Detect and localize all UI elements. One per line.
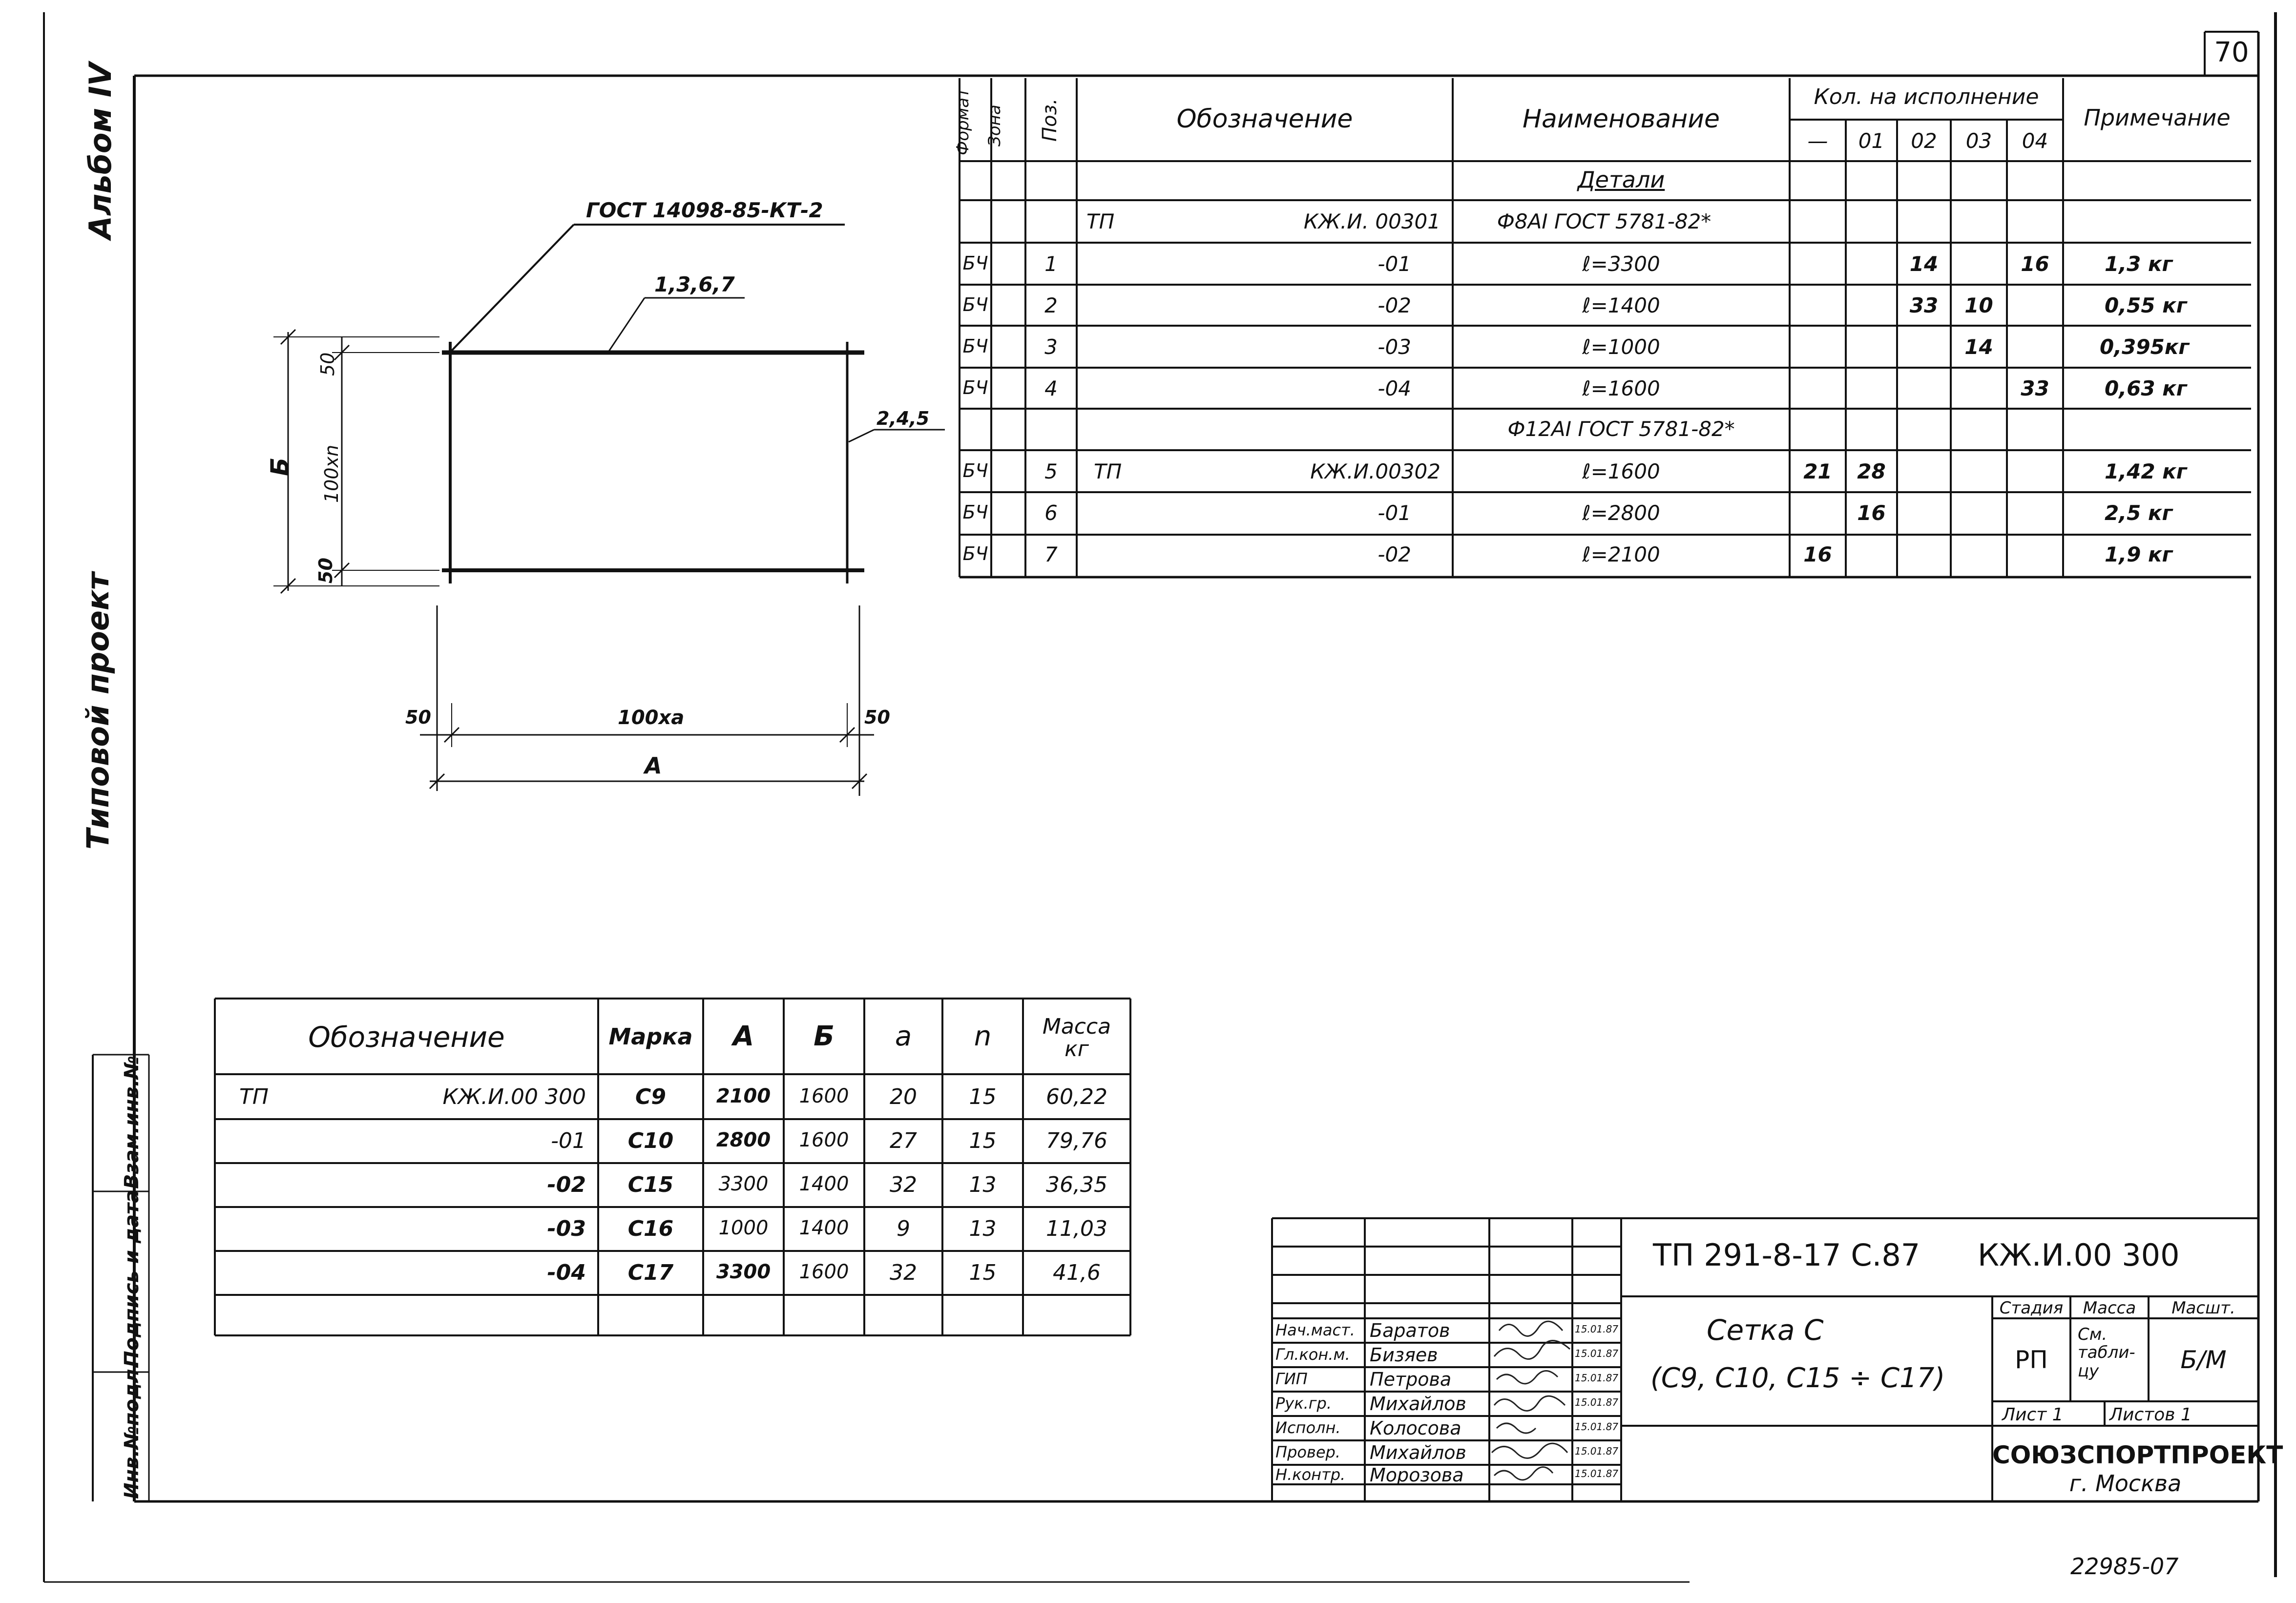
person-name: Михайлов (1370, 1393, 1466, 1415)
marks-header-a-small: a (895, 1020, 912, 1052)
spec-pos: 5 (1044, 459, 1058, 483)
role: Н.контр. (1275, 1465, 1346, 1484)
spec-name: ℓ=1600 (1582, 376, 1660, 400)
album-label: Альбом IV (83, 62, 118, 239)
sign-date: 15.01.87 (1575, 1348, 1619, 1359)
dim-b: Б (266, 457, 294, 476)
marks-n: 13 (969, 1172, 997, 1197)
spec-pos: 1 (1044, 252, 1058, 276)
spec-name: ℓ=2800 (1582, 501, 1660, 525)
marks-mass: 36,35 (1046, 1172, 1107, 1197)
person-name: Колосова (1370, 1417, 1461, 1439)
typical-project-label: Типовой проект (80, 572, 116, 850)
person-name: Михайлов (1370, 1442, 1466, 1463)
spec-name: ℓ=1600 (1582, 459, 1660, 483)
role: Рук.гр. (1275, 1394, 1332, 1413)
marks-b: 1600 (799, 1261, 849, 1283)
side-stamp-inv: Инв.№подл. (121, 1361, 143, 1499)
marks-a: 2100 (716, 1085, 771, 1107)
dim-left: 50 (405, 707, 431, 728)
spec-note: 0,55 кг (2105, 293, 2187, 317)
dim-a: А (645, 752, 662, 779)
spec-header-name: Наименование (1522, 104, 1720, 134)
qty-col-4: 04 (2022, 129, 2048, 153)
marks-mark: С17 (627, 1260, 674, 1285)
role: Гл.кон.м. (1275, 1345, 1350, 1364)
spec-header-qty: Кол. на исполнение (1814, 84, 2039, 109)
marks-mark: С16 (627, 1216, 674, 1241)
marks-header-n: n (974, 1020, 992, 1052)
stage-header: Стадия (1999, 1298, 2064, 1318)
scale-header: Масшт. (2171, 1298, 2235, 1318)
sign-date: 15.01.87 (1575, 1323, 1619, 1335)
person-name: Бизяев (1370, 1344, 1438, 1366)
spec-section: Детали (1577, 167, 1665, 193)
spec-qty: 16 (1857, 501, 1886, 525)
qty-col-1: 01 (1858, 129, 1885, 153)
marks-header-designation: Обозначение (308, 1020, 505, 1054)
spec-pos: 4 (1044, 376, 1058, 400)
marks-a2: 9 (897, 1216, 910, 1241)
marks-mass: 79,76 (1046, 1128, 1107, 1153)
marks-a: 3300 (716, 1261, 771, 1283)
spec-format: БЧ (962, 252, 988, 274)
person-name: Петрова (1370, 1369, 1452, 1390)
spec-format: БЧ (962, 460, 988, 481)
marks-des-b: КЖ.И.00 300 (442, 1084, 586, 1109)
role: Провер. (1275, 1443, 1340, 1461)
marks-mark: С9 (635, 1084, 666, 1109)
spec-name: ℓ=1400 (1582, 293, 1660, 317)
marks-mass: 60,22 (1046, 1084, 1107, 1109)
spec-des-b: -01 (1378, 252, 1411, 276)
spec-qty: 14 (1909, 252, 1939, 276)
gost-label: ГОСТ 14098-85-КТ-2 (586, 198, 823, 222)
spec-format: БЧ (962, 501, 988, 523)
dim-top: 50 (317, 352, 338, 376)
pos-label-2: 2,4,5 (877, 408, 930, 429)
doc-code-1: ТП 291-8-17 С.87 (1653, 1237, 1920, 1273)
marks-mass: 11,03 (1046, 1216, 1107, 1241)
marks-mass: 41,6 (1053, 1260, 1101, 1285)
spec-note: 1,9 кг (2105, 542, 2173, 566)
role: ГИП (1275, 1370, 1308, 1388)
marks-a2: 20 (890, 1084, 917, 1109)
sheet-label: Лист 1 (2002, 1405, 2064, 1425)
spec-des-b: -04 (1378, 376, 1411, 400)
qty-col-0: — (1807, 129, 1828, 153)
spec-header-zone: Зона (985, 104, 1004, 146)
spec-pos: 2 (1044, 293, 1058, 317)
marks-b: 1400 (799, 1217, 849, 1239)
dim-bottom: 50 (315, 558, 336, 583)
mass-value: См. табли-цу (2078, 1325, 2135, 1381)
spec-note: 0,395кг (2100, 335, 2190, 359)
spec-name: Ф8АI ГОСТ 5781-82* (1497, 209, 1712, 233)
sign-date: 15.01.87 (1575, 1372, 1619, 1384)
spec-des-b: -01 (1378, 501, 1411, 525)
spec-qty: 10 (1964, 293, 1993, 317)
dim-center: 100хa (618, 707, 685, 729)
spec-pos: 7 (1044, 542, 1058, 566)
marks-a2: 32 (890, 1172, 917, 1197)
sign-date: 15.01.87 (1575, 1445, 1619, 1457)
spec-name: ℓ=1000 (1582, 335, 1660, 359)
spec-des-b: КЖ.И. 00301 (1303, 209, 1440, 233)
side-stamp-sign: Подпись и дата (121, 1189, 143, 1367)
doc-title-2: (С9, С10, С15 ÷ С17) (1650, 1362, 1945, 1394)
marks-header-mark: Марка (608, 1023, 693, 1050)
sign-date: 15.01.87 (1575, 1468, 1619, 1479)
marks-n: 15 (969, 1084, 997, 1109)
spec-des-b: -02 (1378, 293, 1411, 317)
spec-format: БЧ (962, 377, 988, 398)
marks-mark: С15 (627, 1172, 674, 1197)
mass-header: Масса (2083, 1298, 2136, 1318)
scale-value: Б/М (2180, 1346, 2227, 1374)
sheets-label: Листов 1 (2109, 1405, 2192, 1425)
sign-date: 15.01.87 (1575, 1396, 1619, 1408)
marks-a: 3300 (718, 1173, 769, 1195)
spec-name: ℓ=2100 (1582, 542, 1660, 566)
marks-a: 2800 (716, 1129, 771, 1151)
spec-des-b: -03 (1378, 335, 1411, 359)
stage-value: РП (2015, 1346, 2048, 1374)
spec-qty: 14 (1964, 335, 1993, 359)
pos-label: 1,3,6,7 (654, 272, 735, 296)
doc-code-2: КЖ.И.00 300 (1978, 1237, 2180, 1273)
side-stamp-replace: Взам.инв.№ (121, 1056, 143, 1189)
spec-qty: 16 (1803, 542, 1832, 566)
marks-n: 13 (969, 1216, 997, 1241)
marks-header-b: Б (814, 1020, 835, 1052)
spec-header-note: Примечание (2084, 104, 2231, 131)
spec-format: БЧ (962, 294, 988, 315)
spec-header-pos: Поз. (1039, 98, 1061, 142)
spec-note: 1,42 кг (2105, 459, 2187, 483)
marks-header-a: А (732, 1020, 754, 1052)
spec-name: ℓ=3300 (1582, 252, 1660, 276)
spec-des-a: ТП (1086, 209, 1115, 233)
org-name: СОЮЗСПОРТПРОЕКТ (1992, 1441, 2283, 1469)
spec-note: 0,63 кг (2105, 376, 2187, 400)
spec-des-a: ТП (1094, 459, 1122, 483)
spec-name: Ф12АI ГОСТ 5781-82* (1507, 417, 1735, 441)
spec-note: 1,3 кг (2105, 252, 2173, 276)
person-name: Морозова (1370, 1464, 1464, 1486)
sign-date: 15.01.87 (1575, 1421, 1619, 1433)
marks-mark: С10 (627, 1128, 674, 1153)
role: Нач.маст. (1275, 1321, 1355, 1339)
qty-col-2: 02 (1911, 129, 1937, 153)
person-name: Баратов (1370, 1320, 1450, 1341)
dim-right: 50 (864, 707, 890, 728)
spec-qty: 16 (2021, 252, 2049, 276)
marks-des-b: -02 (547, 1172, 586, 1197)
marks-a2: 32 (890, 1260, 917, 1285)
sheet-number: 70 (2214, 37, 2249, 68)
marks-des-b: -04 (547, 1260, 586, 1285)
qty-col-3: 03 (1965, 129, 1992, 153)
spec-qty: 33 (1909, 293, 1939, 317)
marks-b: 1400 (799, 1173, 849, 1195)
dim-mid: 100хn (321, 444, 342, 503)
spec-qty: 21 (1803, 459, 1832, 483)
marks-b: 1600 (799, 1085, 849, 1107)
spec-qty: 33 (2021, 376, 2049, 400)
org-city: г. Москва (2069, 1470, 2182, 1497)
marks-header-mass: Масса кг (1042, 1014, 1111, 1062)
spec-header-designation: Обозначение (1176, 104, 1353, 134)
spec-des-b: КЖ.И.00302 (1310, 459, 1440, 483)
spec-header-format: Формат (953, 88, 973, 155)
marks-des-a: ТП (239, 1084, 269, 1109)
role: Исполн. (1275, 1418, 1341, 1437)
spec-format: БЧ (962, 335, 988, 357)
spec-pos: 6 (1044, 501, 1058, 525)
spec-des-b: -02 (1378, 542, 1411, 566)
spec-qty: 28 (1857, 459, 1886, 483)
doc-title-1: Сетка С (1707, 1313, 1824, 1347)
spec-format: БЧ (962, 543, 988, 564)
marks-n: 15 (969, 1128, 997, 1153)
marks-b: 1600 (799, 1129, 849, 1151)
spec-note: 2,5 кг (2105, 501, 2173, 525)
marks-a: 1000 (718, 1217, 769, 1239)
marks-des-b: -03 (547, 1216, 586, 1241)
marks-a2: 27 (890, 1128, 917, 1153)
marks-n: 15 (969, 1260, 997, 1285)
marks-des-b: -01 (551, 1128, 586, 1153)
bottom-code: 22985-07 (2070, 1553, 2179, 1580)
spec-pos: 3 (1044, 335, 1058, 359)
